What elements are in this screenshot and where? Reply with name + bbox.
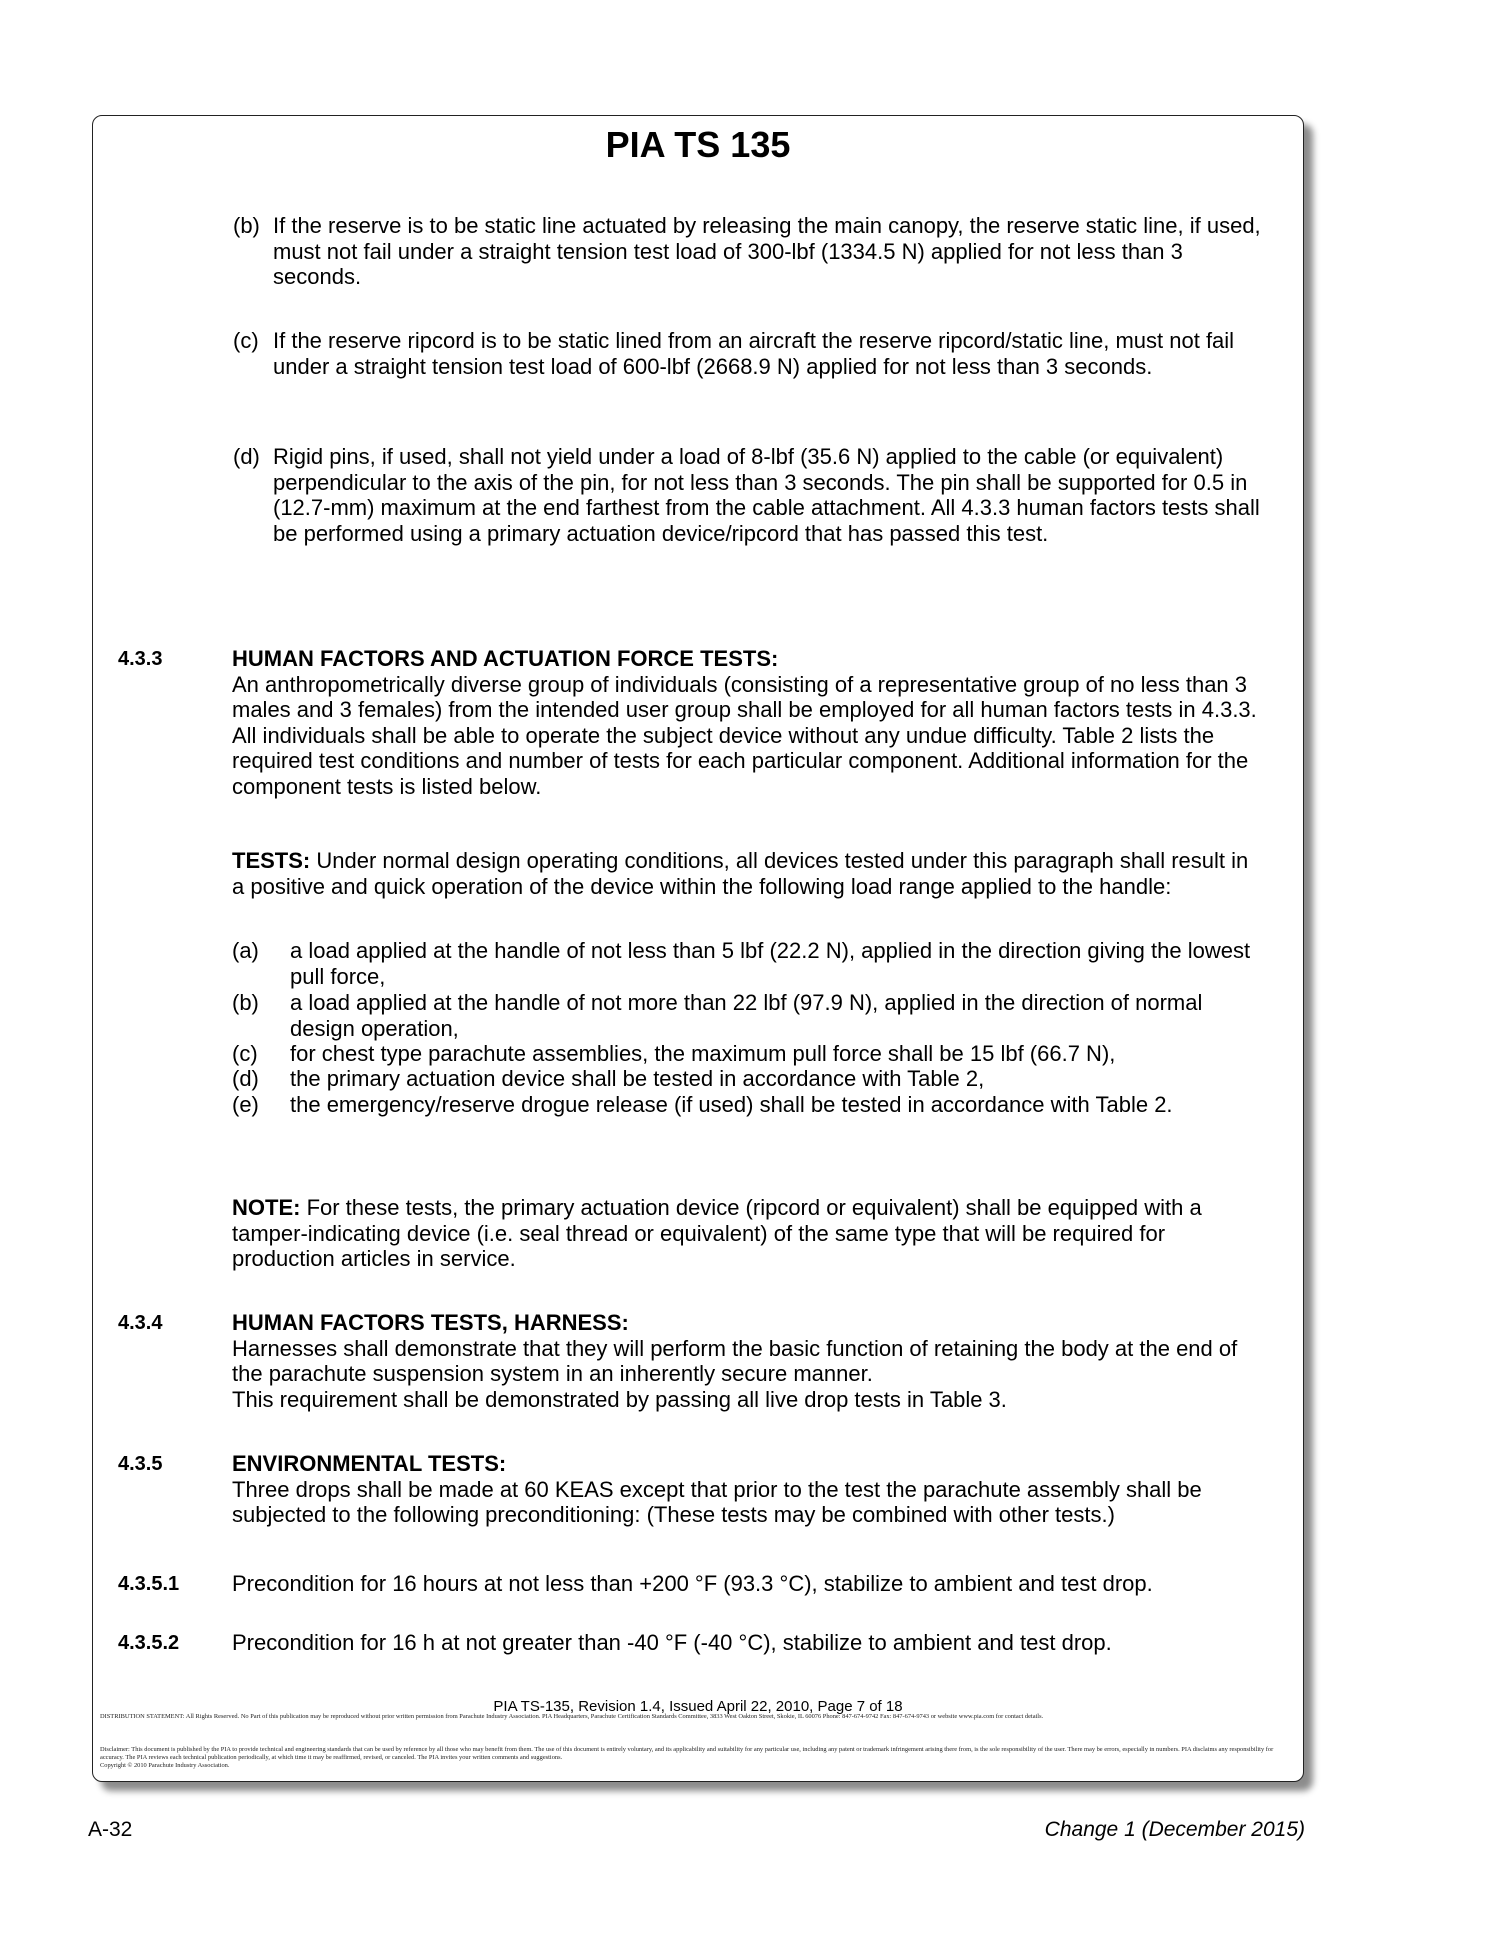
item-text: for chest type parachute assemblies, the maximum pull force shall be 15 lbf (66.7 N), [290, 1041, 1116, 1066]
section-435 [232, 1451, 1262, 1528]
section-4351-text: Precondition for 16 hours at not less than +200 °F (93.3 °C), stabilize to ambient and test drop. [232, 1571, 1153, 1596]
section-number-434: 4.3.4 [118, 1312, 163, 1334]
item-label: (e) [232, 1092, 259, 1117]
item-label: (c) [233, 328, 259, 353]
copyright: Copyright © 2010 Parachute Industry Association. [100, 1762, 230, 1769]
distribution-statement: DISTRIBUTION STATEMENT: All Rights Reserved. No Part of this publication may be reproduced without prior written permission from Parachute Industry Association. PIA Headquarters, Parachute Certification Standards Committee, 3833 West Oakton Street, Skokie, IL 60076 Phone: 847-674-9742 Fax: 847-674-9743 or website www.pia.com for contact details. [100, 1713, 1044, 1720]
section-body: Harnesses shall demonstrate that they will perform the basic function of retaining the body at the end of the parachute suspension system in an inherently secure manner. [232, 1335, 1238, 1387]
item-text: a load applied at the handle of not less than 5 lbf (22.2 N), applied in the direction giving the lowest pull force, [290, 938, 1251, 989]
item-text: the emergency/reserve drogue release (if used) shall be tested in accordance with Table 2. [290, 1092, 1173, 1117]
section-heading: HUMAN FACTORS AND ACTUATION FORCE TESTS: [232, 646, 779, 671]
tests-text: Under normal design operating conditions, all devices tested under this paragraph shall result in a positive and quick operation of the device within the following load range applied to the handle: [232, 848, 1249, 899]
item-text: If the reserve is to be static line actuated by releasing the main canopy, the reserve static line, if used, must not fail under a straight tension test load of 300-lbf (1334.5 N) applied for not less than 3 seconds. [273, 213, 1261, 290]
section-number-433: 4.3.3 [118, 648, 163, 670]
section-434 [232, 1310, 1262, 1412]
change-note: Change 1 (December 2015) [1044, 1818, 1305, 1841]
note-text: For these tests, the primary actuation device (ripcord or equivalent) shall be equipped with a tamper-indicating device (i.e. seal thread or equivalent) of the same type that will be required for production articles in service. [232, 1195, 1202, 1272]
item-text: Rigid pins, if used, shall not yield under a load of 8-lbf (35.6 N) applied to the cable (or equivalent) perpendicular to the axis of the pin, for not less than 3 seconds. The pin shall be supported for 0.5 in (12.7-mm) maximum at the end farthest from the cable attachment. All 4.3.3 human factors tests shall be performed using a primary actuation device/ripcord that has passed this test. [273, 444, 1260, 546]
section-heading: ENVIRONMENTAL TESTS: [232, 1451, 507, 1476]
section-body: Three drops shall be made at 60 KEAS except that prior to the test the parachute assembly shall be subjected to the following preconditioning: (These tests may be combined with other tests.) [232, 1476, 1202, 1528]
page-title: PIA TS 135 [605, 124, 791, 165]
item-text: If the reserve ripcord is to be static lined from an aircraft the reserve ripcord/static line, must not fail under a straight tension test load of 600-lbf (2668.9 N) applied for not less than 3 seconds. [273, 328, 1235, 379]
section-number-4352: 4.3.5.2 [118, 1632, 180, 1654]
section-4352-text: Precondition for 16 h at not greater than -40 °F (-40 °C), stabilize to ambient and test drop. [232, 1630, 1112, 1655]
item-text: a load applied at the handle of not more than 22 lbf (97.9 N), applied in the direction of normal design operation, [290, 990, 1203, 1041]
item-label: (a) [232, 938, 259, 963]
page-number: A-32 [88, 1818, 133, 1841]
item-label: (d) [232, 1066, 259, 1091]
section-heading: HUMAN FACTORS TESTS, HARNESS: [232, 1310, 629, 1335]
tests-label: TESTS: [232, 848, 311, 873]
tests-paragraph [232, 848, 1262, 899]
item-label: (d) [233, 444, 260, 469]
note-label: NOTE: [232, 1195, 301, 1220]
item-label: (b) [232, 990, 259, 1015]
disclaimer: Disclaimer: This document is published by the PIA to provide technical and engineering standards that can be used by reference by all those who may benefit from them. The use of this document is entirely voluntary, and its applicability and suitability for any particular use, including any patent or trademark infringement arising there from, is the sole responsibility of the user. There may be errors, especially in numbers. PIA disclaims any responsibility for accuracy. The PIA reviews each technical publication periodically, at which time it may be reaffirmed, revised, or canceled. The PIA invites your written comments and suggestions. [100, 1746, 1274, 1761]
section-433 [232, 646, 1262, 800]
section-body: An anthropometrically diverse group of individuals (consisting of a representative group of no less than 3 males and 3 females) from the intended user group shall be employed for all human factors tests in 4.3.3. All individuals shall be able to operate the subject device without any undue difficulty. Table 2 lists the required test conditions and number of tests for each particular component. Additional information for the component tests is listed below. [232, 671, 1257, 799]
item-label: (c) [232, 1041, 258, 1066]
note-paragraph [232, 1195, 1262, 1272]
section-body-2: This requirement shall be demonstrated by passing all live drop tests in Table 3. [232, 1386, 1007, 1412]
revision-line: PIA TS-135, Revision 1.4, Issued April 22, 2010, Page 7 of 18 [493, 1698, 903, 1715]
section-number-4351: 4.3.5.1 [118, 1573, 180, 1595]
item-label: (b) [233, 213, 260, 238]
section-number-435: 4.3.5 [118, 1453, 163, 1475]
item-text: the primary actuation device shall be tested in accordance with Table 2, [290, 1066, 985, 1091]
